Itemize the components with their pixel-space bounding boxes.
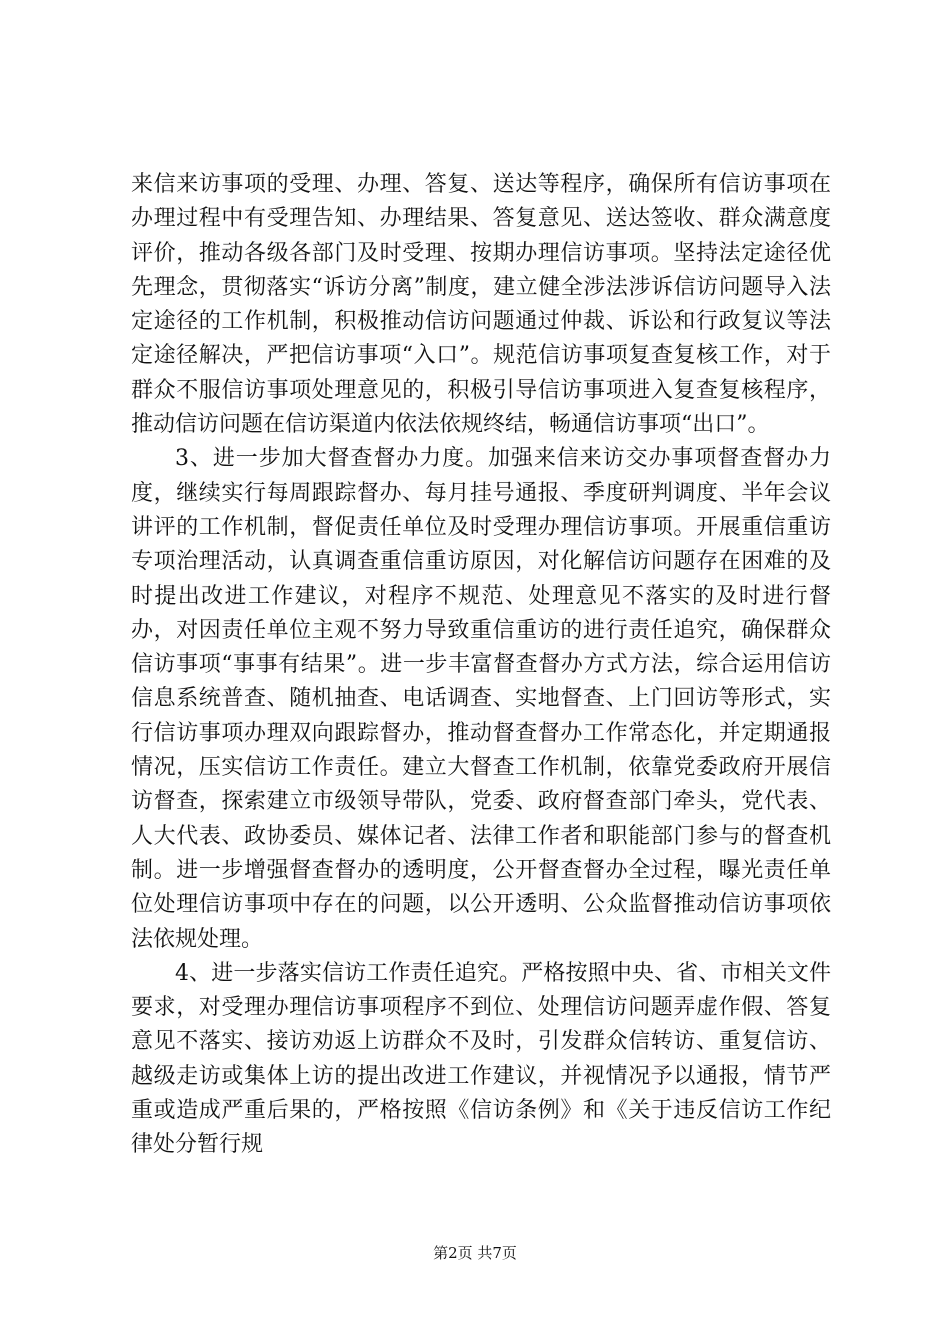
page-number-footer: 第2页 共7页 (433, 1244, 517, 1262)
paragraph-item-3: 3、进一步加大督查督办力度。加强来信来访交办事项督查督办力度，继续实行每周跟踪督办、每月挂号通报、季度研判调度、半年会议讲评的工作机制，督促责任单位及时受理办理信访事项。开展重信重访专项治理活动，认真调查重信重访原因，对化解信访问题存在困难的及时提出改进工作建议，对程序不规范、处理意见不落实的及时进行督办，对因责任单位主观不努力导致重信重访的进行责任追究，确保群众信访事项“事事有结果”。进一步丰富督查督办方式方法，综合运用信访信息系统普查、随机抽查、电话调查、实地督查、上门回访等形式，实行信访事项办理双向跟踪督办，推动督查督办工作常态化，并定期通报情况，压实信访工作责任。建立大督查工作机制，依靠党委政府开展信访督查，探索建立市级领导带队，党委、政府督查部门牵头，党代表、人大代表、政协委员、媒体记者、法律工作者和职能部门参与的督查机制。进一步增强督查督办的透明度，公开督查督办全过程，曝光责任单位处理信访事项中存在的问题，以公开透明、公众监督推动信访事项依法依规处理。 (131, 446, 831, 952)
paragraph-item-4: 4、进一步落实信访工作责任追究。严格按照中央、省、市相关文件要求，对受理办理信访事项程序不到位、处理信访问题弄虚作假、答复意见不落实、接访劝返上访群众不及时，引发群众信转访、重复信访、越级走访或集体上访的提出改进工作建议，并视情况予以通报，情节严重或造成严重后果的，严格按照《信访条例》和《关于违反信访工作纪律处分暂行规 (131, 960, 831, 1158)
paragraph-continued: 来信来访事项的受理、办理、答复、送达等程序，确保所有信访事项在办理过程中有受理告知、办理结果、答复意见、送达签收、群众满意度评价，推动各级各部门及时受理、按期办理信访事项。坚持法定途径优先理念，贯彻落实“诉访分离”制度，建立健全涉法涉诉信访问题导入法定途径的工作机制，积极推动信访问题通过仲裁、诉讼和行政复议等法定途径解决，严把信访事项“入口”。规范信访事项复查复核工作，对于群众不服信访事项处理意见的，积极引导信访事项进入复查复核程序，推动信访问题在信访渠道内依法依规终结，畅通信访事项“出口”。 (131, 172, 831, 438)
document-body (131, 168, 831, 1163)
